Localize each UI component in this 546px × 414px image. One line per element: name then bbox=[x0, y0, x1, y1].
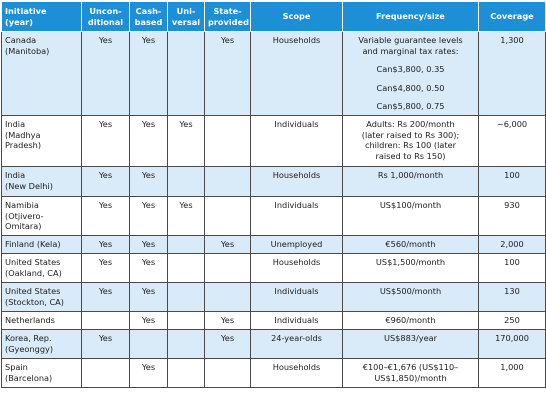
cell-frequency: US$1,500/month bbox=[343, 254, 479, 283]
cell-scope: Households bbox=[251, 32, 343, 116]
cell-initiative: United States (Stockton, CA) bbox=[2, 283, 82, 312]
cell-initiative: Namibia (Otjivero- Omitara) bbox=[2, 197, 82, 236]
cell-unconditional: Yes bbox=[82, 283, 130, 312]
cell-universal bbox=[168, 254, 205, 283]
cell-unconditional bbox=[82, 359, 130, 388]
cell-unconditional: Yes bbox=[82, 236, 130, 254]
cell-scope: Households bbox=[251, 167, 343, 197]
cell-initiative: Korea, Rep. (Gyeonggy) bbox=[2, 330, 82, 359]
table-row bbox=[2, 330, 546, 359]
cell-initiative: United States (Oakland, CA) bbox=[2, 254, 82, 283]
cell-state-provided bbox=[205, 167, 251, 197]
cell-state-provided bbox=[205, 197, 251, 236]
cell-state-provided bbox=[205, 359, 251, 388]
cell-cash-based: Yes bbox=[130, 197, 168, 236]
cell-unconditional: Yes bbox=[82, 330, 130, 359]
cell-coverage: 130 bbox=[479, 283, 546, 312]
cell-cash-based: Yes bbox=[130, 312, 168, 330]
cell-initiative: Finland (Kela) bbox=[2, 236, 82, 254]
cell-initiative: Spain (Barcelona) bbox=[2, 359, 82, 388]
cell-initiative: India (Madhya Pradesh) bbox=[2, 116, 82, 167]
cell-initiative: Netherlands bbox=[2, 312, 82, 330]
cell-frequency: US$883/year bbox=[343, 330, 479, 359]
cell-cash-based: Yes bbox=[130, 359, 168, 388]
cell-frequency: €100–€1,676 (US$110– US$1,850)/month bbox=[343, 359, 479, 388]
cell-cash-based: Yes bbox=[130, 254, 168, 283]
cell-frequency: €960/month bbox=[343, 312, 479, 330]
cell-state-provided: Yes bbox=[205, 312, 251, 330]
cell-frequency bbox=[343, 32, 479, 116]
frequency-subline: Can$4,800, 0.50 bbox=[376, 82, 445, 93]
cell-scope: Households bbox=[251, 254, 343, 283]
cell-frequency: US$500/month bbox=[343, 283, 479, 312]
cell-coverage: ~6,000 bbox=[479, 116, 546, 167]
cell-unconditional: Yes bbox=[82, 32, 130, 116]
cell-frequency: €560/month bbox=[343, 236, 479, 254]
table-row bbox=[2, 167, 546, 197]
cell-cash-based: Yes bbox=[130, 283, 168, 312]
cell-state-provided: Yes bbox=[205, 330, 251, 359]
cell-universal: Yes bbox=[168, 116, 205, 167]
header-state-provided: State- provided bbox=[205, 2, 251, 32]
cell-coverage: 1,300 bbox=[479, 32, 546, 116]
cell-coverage: 250 bbox=[479, 312, 546, 330]
header-cash-based: Cash- based bbox=[130, 2, 168, 32]
cell-coverage: 2,000 bbox=[479, 236, 546, 254]
frequency-subline: Can$5,800, 0.75 bbox=[376, 101, 445, 111]
cell-state-provided bbox=[205, 254, 251, 283]
cell-universal bbox=[168, 330, 205, 359]
cell-state-provided bbox=[205, 283, 251, 312]
cell-scope: Individuals bbox=[251, 283, 343, 312]
header-unconditional: Uncon- ditional bbox=[82, 2, 130, 32]
cell-cash-based: Yes bbox=[130, 167, 168, 197]
ubi-initiatives-table bbox=[1, 1, 546, 388]
table-row bbox=[2, 359, 546, 388]
frequency-subline: Can$3,800, 0.35 bbox=[376, 64, 445, 74]
cell-frequency: US$100/month bbox=[343, 197, 479, 236]
cell-unconditional bbox=[82, 312, 130, 330]
header-initiative: Initiative (year) bbox=[2, 2, 82, 32]
cell-scope: Households bbox=[251, 359, 343, 388]
cell-coverage: 170,000 bbox=[479, 330, 546, 359]
cell-state-provided: Yes bbox=[205, 236, 251, 254]
cell-unconditional: Yes bbox=[82, 167, 130, 197]
cell-coverage: 100 bbox=[479, 254, 546, 283]
cell-state-provided bbox=[205, 116, 251, 167]
cell-coverage: 930 bbox=[479, 197, 546, 236]
cell-universal bbox=[168, 359, 205, 388]
cell-unconditional: Yes bbox=[82, 197, 130, 236]
cell-coverage: 100 bbox=[479, 167, 546, 197]
cell-initiative: India (New Delhi) bbox=[2, 167, 82, 197]
table-row bbox=[2, 197, 546, 236]
table-row bbox=[2, 283, 546, 312]
cell-cash-based: Yes bbox=[130, 236, 168, 254]
table-row bbox=[2, 236, 546, 254]
cell-universal bbox=[168, 236, 205, 254]
cell-unconditional: Yes bbox=[82, 116, 130, 167]
cell-universal bbox=[168, 32, 205, 116]
table-row bbox=[2, 32, 546, 116]
cell-frequency: Adults: Rs 200/month (later raised to Rs 300); children: Rs 100 (later raised to Rs 150) bbox=[343, 116, 479, 167]
header-universal: Uni- versal bbox=[168, 2, 205, 32]
cell-cash-based bbox=[130, 330, 168, 359]
cell-cash-based: Yes bbox=[130, 32, 168, 116]
cell-scope: 24-year-olds bbox=[251, 330, 343, 359]
cell-coverage: 1,000 bbox=[479, 359, 546, 388]
cell-frequency: Rs 1,000/month bbox=[343, 167, 479, 197]
cell-scope: Individuals bbox=[251, 312, 343, 330]
cell-state-provided: Yes bbox=[205, 32, 251, 116]
header-scope: Scope bbox=[251, 2, 343, 32]
table-row bbox=[2, 312, 546, 330]
header-coverage: Coverage bbox=[479, 2, 546, 32]
header-row bbox=[2, 2, 546, 32]
table-row bbox=[2, 116, 546, 167]
cell-unconditional: Yes bbox=[82, 254, 130, 283]
cell-universal bbox=[168, 167, 205, 197]
cell-universal bbox=[168, 312, 205, 330]
header-frequency: Frequency/size bbox=[343, 2, 479, 32]
cell-scope: Individuals bbox=[251, 197, 343, 236]
cell-universal: Yes bbox=[168, 197, 205, 236]
cell-initiative: Canada (Manitoba) bbox=[2, 32, 82, 116]
cell-universal bbox=[168, 283, 205, 312]
cell-scope: Individuals bbox=[251, 116, 343, 167]
cell-cash-based: Yes bbox=[130, 116, 168, 167]
cell-scope: Unemployed bbox=[251, 236, 343, 254]
frequency-text: Variable guarantee levels and marginal tax rates: bbox=[358, 35, 463, 56]
table-row bbox=[2, 254, 546, 283]
